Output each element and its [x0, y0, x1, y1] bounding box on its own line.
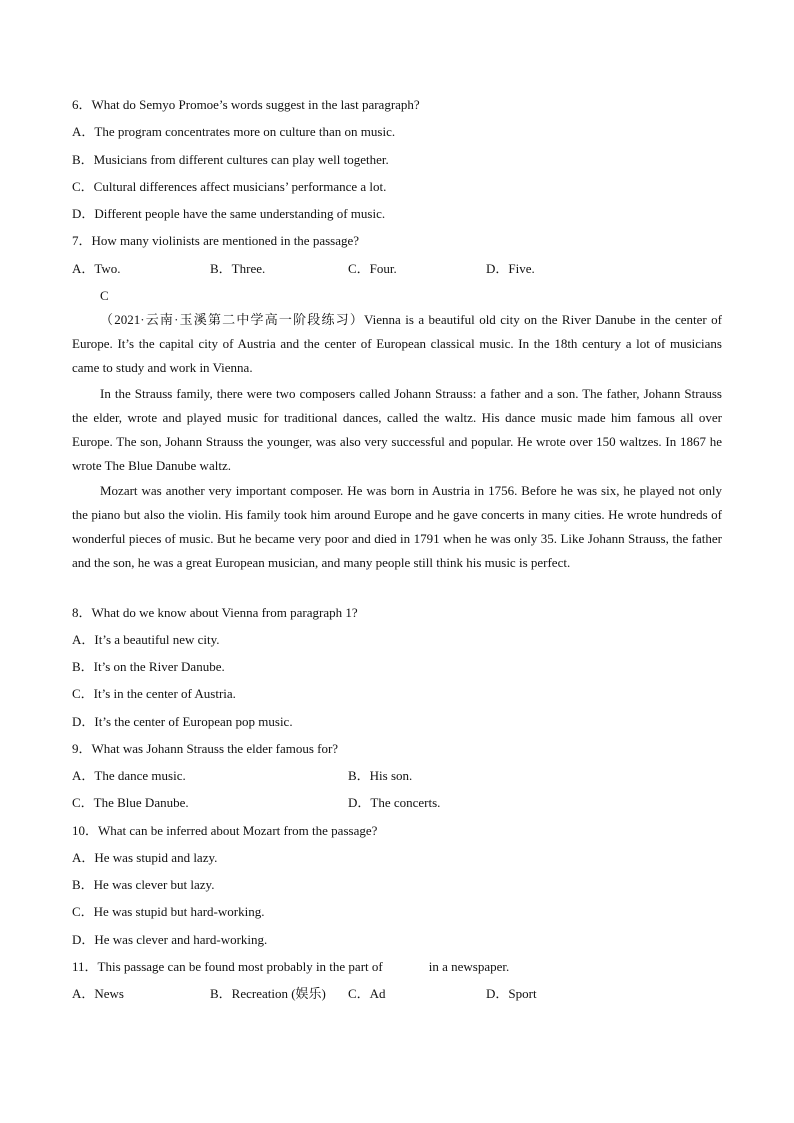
question-8-option-a: A．It’s a beautiful new city.	[72, 632, 220, 647]
question-6-option-c: C．Cultural differences affect musicians’ performance a lot.	[72, 179, 387, 194]
question-10-option-c: C．He was stupid but hard-working.	[72, 904, 265, 919]
question-8-option-d: D．It’s the center of European pop music.	[72, 714, 293, 729]
passage-c-label: C	[100, 288, 109, 303]
question-10-option-b: B．He was clever but lazy.	[72, 877, 215, 892]
question-8-option-c: C．It’s in the center of Austria.	[72, 686, 236, 701]
passage-c-paragraph-1: （2021·云南·玉溪第二中学高一阶段练习）Vienna is a beautiful old city on the River Danube in the center of Europe. It’s the capital city of Austria and the center of European classical music. In the 18th century a lot of musicians came to study and work in Vienna.	[72, 312, 722, 375]
question-6-option-a: A．The program concentrates more on culture than on music.	[72, 124, 396, 139]
question-9-option-a: A．The dance music.	[72, 768, 186, 783]
question-8-stem: 8．What do we know about Vienna from paragraph 1?	[72, 605, 358, 620]
passage-c-paragraph-3: Mozart was another very important composer. He was born in Austria in 1756. Before he was six, he played not only the piano but also the violin. His family took him around Europe and he gave concerts in many cities. He wrote hundreds of wonderful pieces of music. But he became very poor and died in 1791 when he was only 35. Like Johann Strauss, the father and the son, he was a great European musician, and many people still think his music is perfect.	[72, 483, 722, 570]
question-11-option-c: C．Ad	[348, 986, 386, 1001]
question-8-option-b: B．It’s on the River Danube.	[72, 659, 225, 674]
question-7-option-c: C．Four.	[348, 261, 397, 276]
question-10-option-d: D．He was clever and hard-working.	[72, 932, 268, 947]
question-11-option-d: D．Sport	[486, 986, 537, 1001]
question-9-option-b: B．His son.	[348, 768, 413, 783]
passage-c-paragraph-2: In the Strauss family, there were two composers called Johann Strauss: a father and a son. The father, Johann Strauss the elder, wrote and played music for traditional dances, called the waltz. His dance music made him famous all over Europe. The son, Johann Strauss the younger, was also very successful and popular. He wrote over 150 waltzes. In 1867 he wrote The Blue Danube waltz.	[72, 386, 722, 473]
question-7-stem: 7．How many violinists are mentioned in the passage?	[72, 233, 360, 248]
question-9-option-c: C．The Blue Danube.	[72, 795, 189, 810]
question-10-stem: 10．What can be inferred about Mozart from the passage?	[72, 823, 378, 838]
question-7-option-a: A．Two.	[72, 261, 121, 276]
question-11-stem-before: 11．This passage can be found most probably in the part of	[72, 959, 383, 974]
question-11-stem	[72, 959, 509, 975]
question-6-option-d: D．Different people have the same understanding of music.	[72, 206, 386, 221]
question-7-option-b: B．Three.	[210, 261, 266, 276]
question-6-option-b: B．Musicians from different cultures can play well together.	[72, 152, 389, 167]
question-11-stem-after: in a newspaper.	[428, 959, 510, 974]
question-11-option-a: A．News	[72, 986, 124, 1001]
question-7-option-d: D．Five.	[486, 261, 535, 276]
question-9-stem: 9．What was Johann Strauss the elder famous for?	[72, 741, 339, 756]
question-11-option-b: B．Recreation (娱乐)	[210, 986, 326, 1001]
question-10-option-a: A．He was stupid and lazy.	[72, 850, 218, 865]
question-6-stem: 6．What do Semyo Promoe’s words suggest in the last paragraph?	[72, 97, 420, 112]
question-9-option-d: D．The concerts.	[348, 795, 441, 810]
